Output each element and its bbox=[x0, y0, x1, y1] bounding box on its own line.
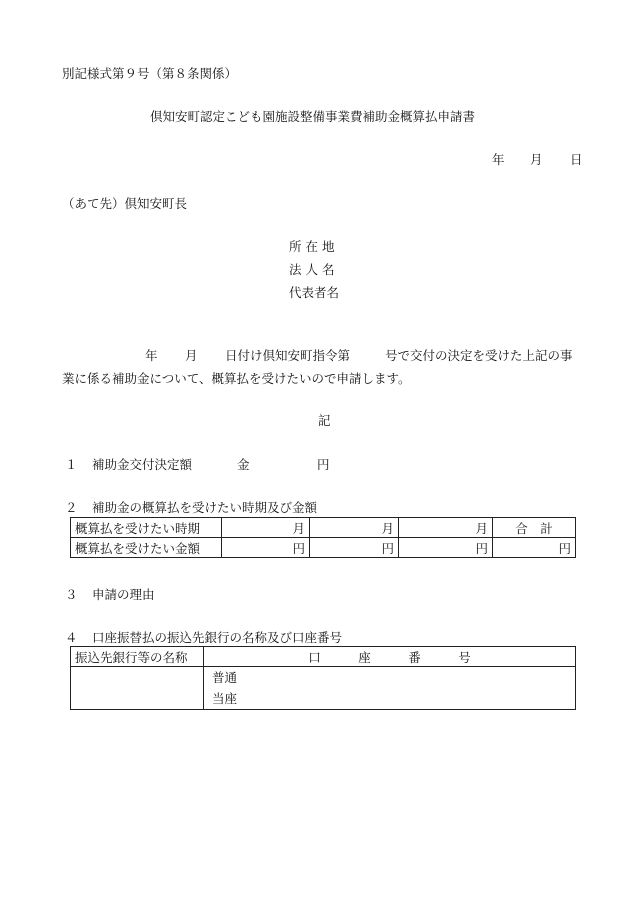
amount-cell-2[interactable]: 円 bbox=[310, 538, 399, 558]
applicant-address-label: 所 在 地 bbox=[289, 239, 335, 254]
body-text-line2: 業に係る補助金について、概算払を受けたいので申請します。 bbox=[62, 371, 411, 386]
advance-payment-table bbox=[70, 517, 576, 558]
item1-label: 補助金交付決定額 bbox=[92, 457, 193, 472]
addressee: （あて先）倶知安町長 bbox=[62, 196, 188, 211]
applicant-corp-label: 法 人 名 bbox=[289, 262, 335, 277]
body-text-part2: 号で交付の決定を受けた上記の事 bbox=[385, 348, 573, 363]
amount-header: 概算払を受けたい金額 bbox=[71, 538, 222, 558]
body-year: 年 bbox=[145, 348, 158, 363]
item2-label: 補助金の概算払を受けたい時期及び金額 bbox=[92, 500, 318, 515]
item3-number: ３ bbox=[65, 587, 78, 602]
item1-kin: 金 bbox=[237, 457, 250, 472]
period-cell-2[interactable]: 月 bbox=[310, 518, 399, 538]
table-row bbox=[71, 518, 576, 538]
date-month: 月 bbox=[530, 152, 543, 167]
table-row bbox=[71, 647, 576, 667]
item2-number: ２ bbox=[65, 500, 78, 515]
bank-name-cell[interactable] bbox=[71, 667, 204, 710]
period-cell-3[interactable]: 月 bbox=[399, 518, 493, 538]
account-type-cell[interactable] bbox=[204, 667, 576, 710]
bank-name-header: 振込先銀行等の名称 bbox=[71, 647, 204, 667]
item4-label: 口座振替払の振込先銀行の名称及び口座番号 bbox=[92, 630, 343, 645]
date-year: 年 bbox=[492, 152, 505, 167]
bank-account-table bbox=[70, 646, 576, 710]
body-month: 月 bbox=[185, 348, 198, 363]
account-type-ordinary: 普通 bbox=[212, 670, 238, 685]
amount-cell-1[interactable]: 円 bbox=[222, 538, 310, 558]
applicant-rep-label: 代表者名 bbox=[289, 285, 340, 300]
account-type-current: 当座 bbox=[212, 691, 238, 706]
document-title: 倶知安町認定こども園施設整備事業費補助金概算払申請書 bbox=[150, 109, 476, 124]
period-cell-1[interactable]: 月 bbox=[222, 518, 310, 538]
item1-number: １ bbox=[65, 457, 78, 472]
amount-total-cell[interactable]: 円 bbox=[493, 538, 576, 558]
period-header: 概算払を受けたい時期 bbox=[71, 518, 222, 538]
form-reference: 別記様式第９号（第８条関係） bbox=[62, 66, 238, 81]
body-text-part1: 日付け倶知安町指令第 bbox=[225, 348, 351, 363]
table-row bbox=[71, 667, 576, 710]
date-day: 日 bbox=[570, 152, 583, 167]
item1-yen: 円 bbox=[317, 457, 330, 472]
item4-number: ４ bbox=[65, 630, 78, 645]
table-row bbox=[71, 538, 576, 558]
item3-label: 申請の理由 bbox=[92, 587, 155, 602]
amount-cell-3[interactable]: 円 bbox=[399, 538, 493, 558]
ki-heading: 記 bbox=[318, 413, 331, 428]
period-total-header: 合 計 bbox=[493, 518, 576, 538]
account-number-header: 口 座 番 号 bbox=[204, 647, 576, 667]
